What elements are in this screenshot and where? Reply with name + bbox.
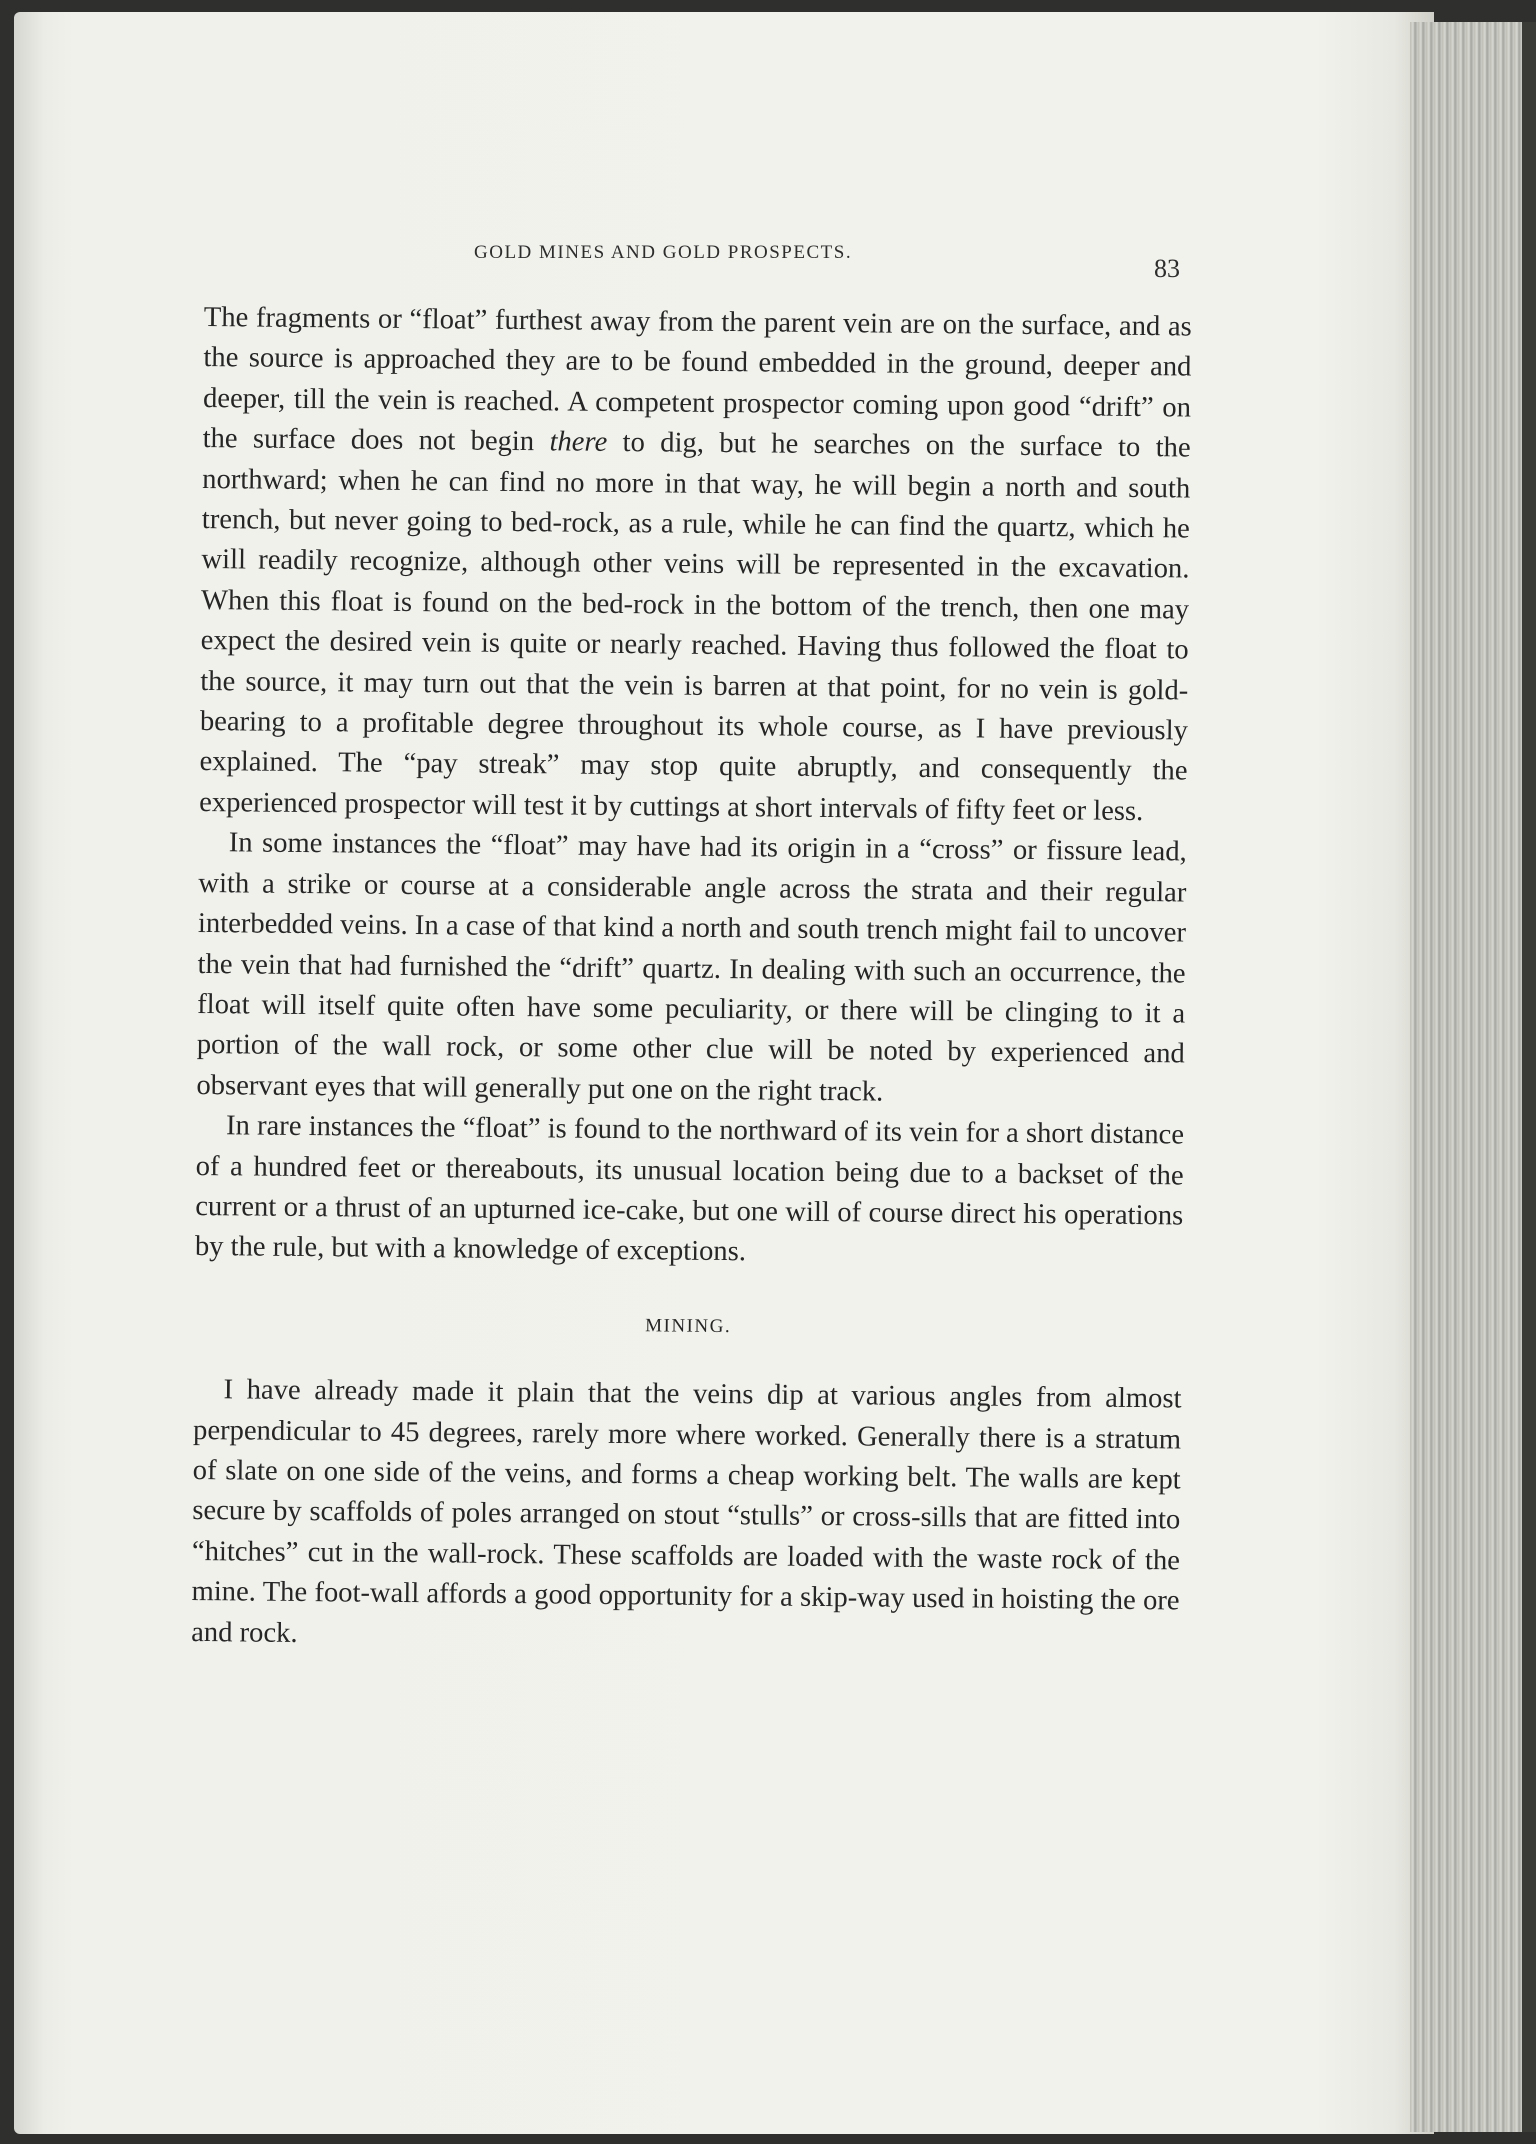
paragraph-3: In rare instances the “float” is found to the northward of its vein for a short distance of a hundred feet or thereabouts, its unusual location being due to a backset of the current or a thrust of an upturned ice-cake, but one will of course direct his operations by the rule, but with a knowledge of exceptions.	[194, 1110, 1185, 1268]
body-text	[191, 298, 1192, 1662]
running-head: GOLD MINES AND GOLD PROSPECTS.	[474, 242, 853, 263]
paragraph-1: The fragments or “float” furthest away from the parent vein are on the surface, and as the source is approached they are to be found embedded in the ground, deeper and deeper, till the vein is reached. A competent prospector coming upon good “drift” on the surface does not begin there to dig, but he searches on the surface to the northward; when he can find no more in that way, he will begin a north and south trench, but never going to bed-rock, as a rule, while he can find the quartz, which he will readily recognize, although other veins will be represented in the excavation. When this float is found on the bed-rock in the bottom of the trench, then one may expect the desired vein is quite or nearly reached. Having thus followed the float to the source, it may turn out that the vein is barren at that point, for no vein is gold-bearing to a profitable degree throughout its whole course, as I have previously explained. The “pay streak” may stop quite abruptly, and consequently the experienced prospector will test it by cuttings at short intervals of fifty feet or less.	[199, 301, 1192, 827]
page-number: 83	[1154, 254, 1180, 283]
emphasized-word: there	[549, 426, 608, 459]
section-heading: MINING.	[645, 1315, 732, 1337]
page-edges	[1410, 22, 1536, 2132]
paragraph-mining: I have already made it plain that the veins dip at various angles from almost perpendicular to 45 degrees, rarely more where worked. Generally there is a stratum of slate on one side of the veins, and forms a cheap working belt. The walls are kept secure by scaffolds of poles arranged on stout “stulls” or cross-sills that are fitted into “hitches” cut in the wall-rock. These scaffolds are loaded with the waste rock of the mine. The foot-wall affords a good opportunity for a skip-way used in hoisting the ore and rock.	[191, 1374, 1182, 1649]
paragraph-2: In some instances the “float” may have had its origin in a “cross” or fissure lead, with a strike or course at a considerable angle across the strata and their regular interbedded veins. In a case of that kind a north and south trench might fail to uncover the vein that had furnished the “drift” quartz. In dealing with such an occurrence, the float will itself quite often have some peculiarity, or there will be clinging to it a portion of the wall rock, or some other clue will be noted by experienced and observant eyes that will generally put one on the right track.	[196, 827, 1187, 1108]
